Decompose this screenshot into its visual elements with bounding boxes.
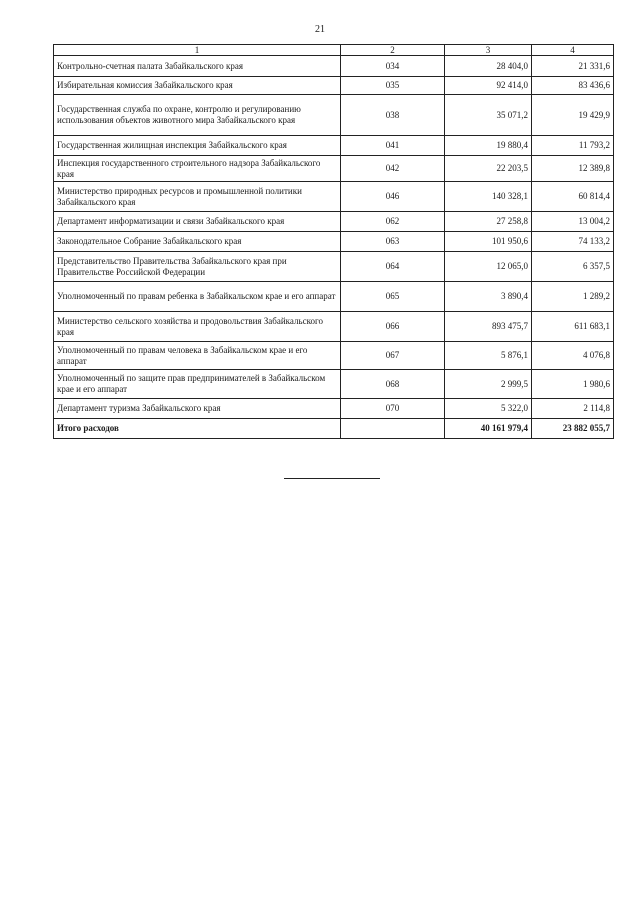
table-row [54, 399, 614, 419]
row-value-3: 35 071,2 [445, 95, 532, 136]
table-row [54, 252, 614, 282]
row-value-3: 27 258,8 [445, 212, 532, 232]
row-value-4: 21 331,6 [532, 56, 614, 77]
table-row [54, 342, 614, 370]
row-value-3: 19 880,4 [445, 136, 532, 156]
row-value-4: 13 004,2 [532, 212, 614, 232]
row-value-3: 28 404,0 [445, 56, 532, 77]
table-row [54, 156, 614, 182]
row-name: Инспекция государственного строительного надзора Забайкальского края [54, 156, 341, 182]
row-code: 062 [341, 212, 445, 232]
total-row [54, 419, 614, 439]
row-code: 034 [341, 56, 445, 77]
row-code: 038 [341, 95, 445, 136]
row-value-4: 11 793,2 [532, 136, 614, 156]
row-value-3: 893 475,7 [445, 312, 532, 342]
row-name: Департамент информатизации и связи Забайкальского края [54, 212, 341, 232]
column-header-4: 4 [532, 45, 614, 56]
row-code: 067 [341, 342, 445, 370]
row-name: Департамент туризма Забайкальского края [54, 399, 341, 419]
row-name: Министерство сельского хозяйства и продовольствия Забайкальского края [54, 312, 341, 342]
row-name: Контрольно-счетная палата Забайкальского края [54, 56, 341, 77]
table-row [54, 77, 614, 95]
row-name: Министерство природных ресурсов и промышленной политики Забайкальского края [54, 182, 341, 212]
row-value-3: 22 203,5 [445, 156, 532, 182]
row-value-3: 92 414,0 [445, 77, 532, 95]
row-value-4: 83 436,6 [532, 77, 614, 95]
row-name: Государственная жилищная инспекция Забайкальского края [54, 136, 341, 156]
page-number: 21 [315, 24, 325, 35]
row-name: Уполномоченный по правам ребенка в Забайкальском крае и его аппарат [54, 282, 341, 312]
row-value-4: 19 429,9 [532, 95, 614, 136]
row-code: 068 [341, 370, 445, 399]
row-value-4: 60 814,4 [532, 182, 614, 212]
row-code: 065 [341, 282, 445, 312]
table-row [54, 282, 614, 312]
column-header-3: 3 [445, 45, 532, 56]
row-value-3: 3 890,4 [445, 282, 532, 312]
row-value-3: 5 322,0 [445, 399, 532, 419]
table-row [54, 95, 614, 136]
table-row [54, 56, 614, 77]
row-value-3: 12 065,0 [445, 252, 532, 282]
row-value-4: 611 683,1 [532, 312, 614, 342]
row-code: 041 [341, 136, 445, 156]
row-name: Уполномоченный по правам человека в Забайкальском крае и его аппарат [54, 342, 341, 370]
total-label: Итого расходов [54, 419, 341, 439]
row-name: Представительство Правительства Забайкальского края при Правительстве Российской Федерации [54, 252, 341, 282]
row-name: Государственная служба по охране, контролю и регулированию использования объектов животного мира Забайкальского края [54, 95, 341, 136]
table-header-row [54, 45, 614, 56]
end-of-table-divider [284, 478, 380, 479]
total-value-3: 40 161 979,4 [445, 419, 532, 439]
table-row [54, 136, 614, 156]
row-name: Законодательное Собрание Забайкальского края [54, 232, 341, 252]
row-name: Избирательная комиссия Забайкальского края [54, 77, 341, 95]
table-row [54, 212, 614, 232]
column-header-2: 2 [341, 45, 445, 56]
row-value-3: 140 328,1 [445, 182, 532, 212]
row-code: 042 [341, 156, 445, 182]
column-header-1: 1 [54, 45, 341, 56]
row-value-4: 2 114,8 [532, 399, 614, 419]
row-value-4: 74 133,2 [532, 232, 614, 252]
row-value-4: 6 357,5 [532, 252, 614, 282]
row-code: 066 [341, 312, 445, 342]
row-value-3: 101 950,6 [445, 232, 532, 252]
row-value-4: 1 980,6 [532, 370, 614, 399]
row-value-3: 2 999,5 [445, 370, 532, 399]
expenditure-table [53, 44, 614, 439]
row-code: 070 [341, 399, 445, 419]
table-row [54, 232, 614, 252]
row-code: 063 [341, 232, 445, 252]
total-value-4: 23 882 055,7 [532, 419, 614, 439]
row-value-4: 4 076,8 [532, 342, 614, 370]
row-code: 064 [341, 252, 445, 282]
row-value-3: 5 876,1 [445, 342, 532, 370]
table-row [54, 182, 614, 212]
row-code: 046 [341, 182, 445, 212]
table-row [54, 312, 614, 342]
row-value-4: 1 289,2 [532, 282, 614, 312]
row-name: Уполномоченный по защите прав предпринимателей в Забайкальском крае и его аппарат [54, 370, 341, 399]
table-row [54, 370, 614, 399]
row-code: 035 [341, 77, 445, 95]
total-code [341, 419, 445, 439]
row-value-4: 12 389,8 [532, 156, 614, 182]
